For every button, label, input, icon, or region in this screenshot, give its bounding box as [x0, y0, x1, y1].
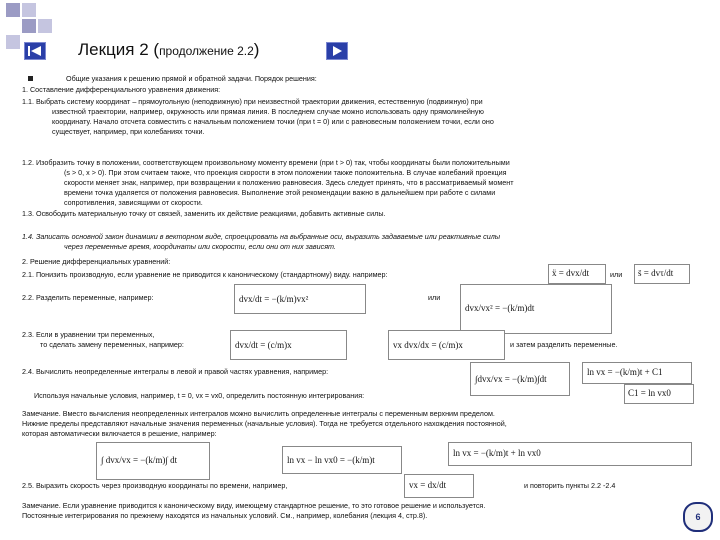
formula: ẍ = dvx/dt: [552, 268, 590, 278]
formula-box: [230, 330, 347, 360]
note-2: Постоянные интегрирования по прежнему находятся из начальных условий. См., например, колебания (лекция 4, стр.8).: [22, 511, 428, 520]
formula-box: [96, 442, 210, 480]
step-2-5: и повторить пункты 2.2 -2.4: [524, 481, 616, 490]
formula: vx = dx/dt: [409, 480, 447, 490]
note-1: Нижние пределы представляют начальные значения переменных (начальные условия). Тогда не требуется отдельного нахождения постоянной,: [22, 419, 507, 428]
page-title: Лекция 2 (продолжение 2.2): [78, 40, 260, 59]
formula: ln vx − ln vx0 = −(k/m)t: [287, 455, 375, 465]
note-2: Замечание. Если уравнение приводится к каноническому виду, имеющему стандартное решение, то это готовое решение и используется.: [22, 501, 486, 510]
or-label: или: [428, 293, 441, 302]
formula: C1 = ln vx0: [628, 388, 671, 398]
decorative-square: [22, 3, 36, 17]
formula-box: [582, 362, 692, 384]
step-1-1: известной траектории, например, окружность или прямая линия. В последнем случае можно использовать одну прямолинейную: [52, 107, 484, 116]
page-number: 6: [683, 502, 713, 532]
decorative-square: [22, 19, 36, 33]
formula: ln vx = −(k/m)t + C1: [587, 367, 663, 377]
step-2-5: 2.5. Выразить скорость через производную координаты по времени, например,: [22, 481, 288, 490]
step-1-2: сопротивления, зависящими от скорости.: [64, 198, 203, 207]
note-1: Замечание. Вместо вычисления неопределенных интегралов можно вычислить определенные интегралы с переменным верхним пределом.: [22, 409, 495, 418]
bullet-icon: [28, 76, 33, 81]
formula-box: [548, 264, 606, 284]
step-1-2: 1.2. Изобразить точку в положении, соответствующем произвольному моменту времени (при t > 0) так, чтобы координаты были положительными: [22, 158, 510, 167]
step-1-4: 1.4. Записать основной закон динамики в векторном виде, спроецировать на выбранные оси, выразить задаваемые или реактивные силы: [22, 232, 501, 241]
step-2-3: 2.3. Если в уравнении три переменных,: [22, 330, 155, 339]
formula-box: [470, 362, 570, 396]
formula: s̈ = dvτ/dt: [638, 268, 674, 278]
note-1: которая автоматически включается в решение, например:: [22, 429, 217, 438]
formula-box: [460, 284, 612, 334]
step-2: 2. Решение дифференциальных уравнений:: [22, 257, 171, 266]
formula-box: [282, 446, 402, 474]
step-1-2: времени точка удаляется от положения равновесия. Выполнение этой рекомендации важно в дальнейшем при работе с силами: [64, 188, 496, 197]
formula: vx dvx/dx = (c/m)x: [393, 340, 463, 350]
skip-back-icon: [25, 43, 45, 59]
formula-box: [448, 442, 692, 466]
formula: dvx/dt = −(k/m)vx²: [239, 294, 309, 304]
formula-box: [234, 284, 366, 314]
decorative-square: [38, 19, 52, 33]
first-slide-button[interactable]: [24, 42, 46, 60]
step-1-3: 1.3. Освободить материальную точку от связей, заменить их действие реакциями, добавить активные силы.: [22, 209, 386, 218]
step-1-1: 1.1. Выбрать систему координат – прямоугольную (неподвижную) при неизвестной траектории движения, естественную (подвижную) при: [22, 97, 483, 106]
formula: ∫dvx/vx = −(k/m)∫dt: [475, 374, 547, 384]
decorative-square: [6, 3, 20, 17]
step-2-4: Используя начальные условия, например, t = 0, vx = vx0, определить постоянную интегрирования:: [34, 391, 365, 400]
formula: ln vx = −(k/m)t + ln vx0: [453, 448, 541, 458]
or-label: или: [610, 270, 623, 279]
formula: dvx/vx² = −(k/m)dt: [465, 303, 535, 313]
next-slide-button[interactable]: [326, 42, 348, 60]
formula-box: [404, 474, 474, 498]
step-2-4: 2.4. Вычислить неопределенные интегралы в левой и правой частях уравнения, например:: [22, 367, 329, 376]
step-1-1: существует, например, при колебаниях точки.: [52, 127, 205, 136]
section-heading: Общие указания к решению прямой и обратной задачи. Порядок решения:: [66, 74, 317, 83]
formula-box: [634, 264, 690, 284]
step-1: 1. Составление дифференциального уравнения движения:: [22, 85, 221, 94]
formula: ∫ dvx/vx = −(k/m)∫ dt: [101, 455, 178, 465]
step-1-2: (s > 0, x > 0). При этом считаем также, что проекция скорости в этом положении также положительна. В случае колебаний проекция: [64, 168, 507, 177]
step-2-3: то сделать замену переменных, например:: [40, 340, 184, 349]
formula-box: [388, 330, 505, 360]
step-1-4: через переменные время, координаты или скорости, если они от них зависят.: [64, 242, 336, 251]
step-2-2: 2.2. Разделить переменные, например:: [22, 293, 154, 302]
formula: dvx/dt = (c/m)x: [235, 340, 292, 350]
step-2-1: 2.1. Понизить производную, если уравнение не приводится к каноническому (стандартному) виду. например:: [22, 270, 388, 279]
play-icon: [327, 43, 347, 59]
step-1-2: скорости меняет знак, например, при возвращении к положению равновесия. Здесь следует принять, что в рассматриваемый момент: [64, 178, 514, 187]
step-2-3: и затем разделить переменные.: [510, 340, 618, 349]
formula-box: [624, 384, 694, 404]
step-1-1: координату. Начало отсчета совместить с начальным положением точки (при t = 0) или с равновесным положением точки, если оно: [52, 117, 494, 126]
decorative-square: [6, 35, 20, 49]
